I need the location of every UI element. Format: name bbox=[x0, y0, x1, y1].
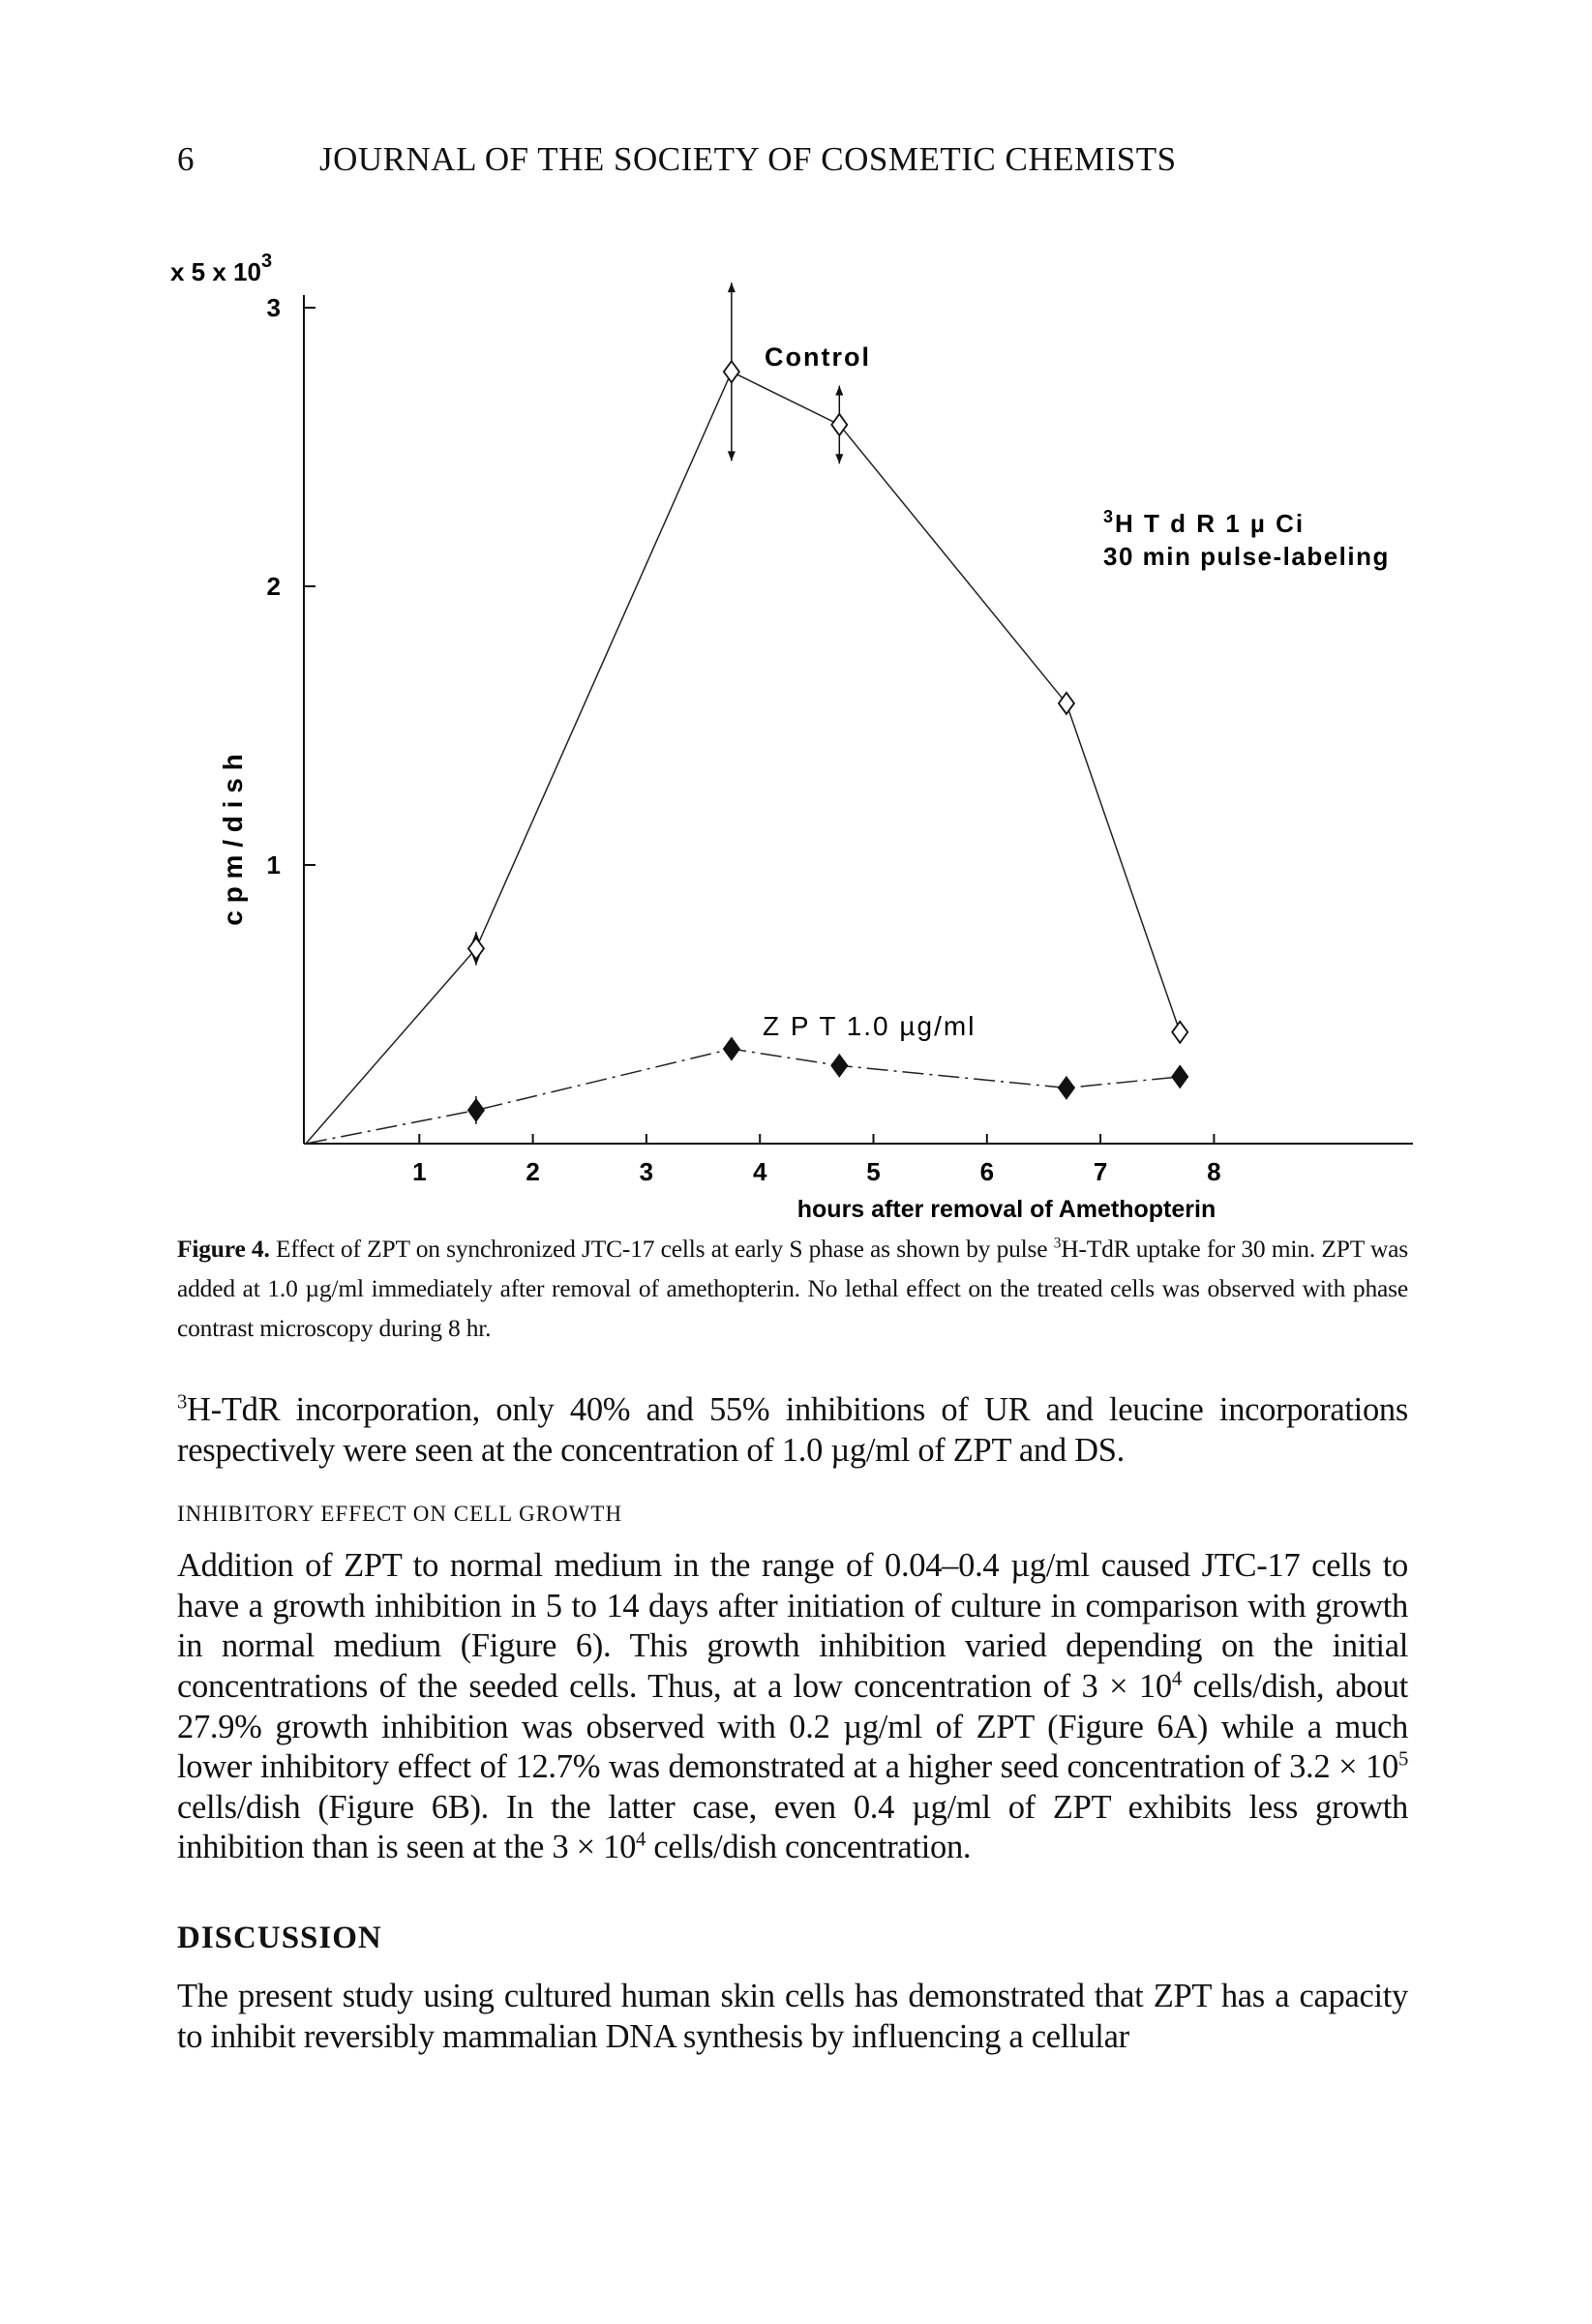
paragraph-text: cells/dish, about 27.9% growth inhibition was observed with 0.2 µg/ml of ZPT (Figure 6A) while a much lower inhibitory effect of 12.7% was demonstrated at a higher seed concentration of 3.2 × 10 bbox=[177, 1667, 1408, 1786]
y-tick-label: 3 bbox=[266, 293, 281, 322]
control-data-point bbox=[1172, 1022, 1187, 1043]
error-arrow-up bbox=[728, 283, 736, 292]
page-number: 6 bbox=[177, 140, 195, 178]
section-heading: INHIBITORY EFFECT ON CELL GROWTH bbox=[177, 1502, 623, 1527]
x-tick-label: 3 bbox=[639, 1157, 654, 1186]
control-label: Control bbox=[765, 343, 871, 372]
error-arrow-down bbox=[728, 451, 736, 461]
caption-text: H-TdR uptake for 30 min. ZPT was added at 1.0 µg/ml immediately after removal of amethopterin. No lethal effect on the treated cells was observed with phase contrast microscopy during 8 hr. bbox=[177, 1235, 1408, 1342]
paragraph-text: cells/dish (Figure 6B). In the latter case, even 0.4 µg/ml of ZPT exhibits less growth inhibition than is seen at the 3 × 10 bbox=[177, 1788, 1408, 1866]
text-flow bbox=[177, 1229, 1408, 2057]
paragraph-text: cells/dish concentration. bbox=[646, 1829, 972, 1866]
superscript: 5 bbox=[1397, 1748, 1408, 1771]
x-tick-label: 5 bbox=[866, 1157, 881, 1186]
series-line-control bbox=[306, 372, 1180, 1144]
paragraph bbox=[177, 1390, 1408, 1471]
superscript: 3 bbox=[177, 1391, 188, 1414]
paragraph-text: H-TdR incorporation, only 40% and 55% inhibitions of UR and leucine incorporations respectively were seen at the concentration of 1.0 µg/ml of ZPT and DS. bbox=[177, 1391, 1408, 1469]
x-tick-label: 4 bbox=[752, 1157, 767, 1186]
caption-label: Figure 4. bbox=[177, 1235, 270, 1263]
zpt-data-point bbox=[1059, 1077, 1074, 1098]
zpt-data-point bbox=[724, 1038, 739, 1059]
x-tick-label: 6 bbox=[979, 1157, 995, 1186]
x-tick-label: 2 bbox=[526, 1157, 540, 1186]
caption-text: Effect of ZPT on synchronized JTC-17 cells at early S phase as shown by pulse bbox=[275, 1235, 1054, 1263]
x-axis-label: hours after removal of Amethopterin bbox=[796, 1196, 1217, 1223]
error-arrow-up bbox=[835, 386, 843, 396]
zpt-data-point bbox=[1172, 1066, 1187, 1088]
section-heading: DISCUSSION bbox=[177, 1920, 382, 1955]
label-line2: 30 min pulse-labeling bbox=[1103, 542, 1390, 571]
x-tick-label: 1 bbox=[412, 1157, 427, 1186]
journal-title: JOURNAL OF THE SOCIETY OF COSMETIC CHEMISTS bbox=[319, 140, 1177, 178]
caption-sup: 3 bbox=[1053, 1235, 1062, 1252]
paragraph bbox=[177, 1546, 1408, 1868]
figure-caption bbox=[177, 1229, 1408, 1348]
paragraph-text: Addition of ZPT to normal medium in the range of 0.04–0.4 µg/ml caused JTC-17 cells to have a growth inhibition in 5 to 14 days after initiation of culture in comparison with growth in normal medium (Figure 6). This growth inhibition varied depending on the initial concentrations of the seeded cells. Thus, at a low concentration of 3 × 10 bbox=[177, 1547, 1408, 1705]
label-line1: $^3$H T d R 1 µ Ci bbox=[1103, 507, 1306, 538]
series-line-zpt bbox=[306, 1049, 1180, 1144]
paragraph: The present study using cultured human skin cells has demonstrated that ZPT has a capacity to inhibit reversibly mammalian DNA synthesis by influencing a cellular bbox=[177, 1977, 1408, 2055]
zpt-data-point bbox=[468, 1099, 484, 1120]
control-data-point bbox=[468, 938, 484, 959]
control-data-point bbox=[724, 361, 739, 382]
y-tick-label: 1 bbox=[266, 850, 281, 879]
superscript: 4 bbox=[636, 1829, 646, 1851]
y-axis-label: c p m / d i s h bbox=[218, 754, 248, 926]
y-multiplier: x 5 x $10^3$ bbox=[170, 251, 273, 286]
y-tick-label: 2 bbox=[266, 572, 281, 601]
zpt-data-point bbox=[831, 1055, 847, 1076]
zpt-label: Z P T 1.0 µg/ml bbox=[763, 1011, 976, 1041]
error-arrow-down bbox=[835, 454, 843, 463]
x-tick-label: 7 bbox=[1093, 1157, 1108, 1186]
x-tick-label: 8 bbox=[1207, 1157, 1221, 1186]
superscript: 4 bbox=[1171, 1668, 1182, 1690]
